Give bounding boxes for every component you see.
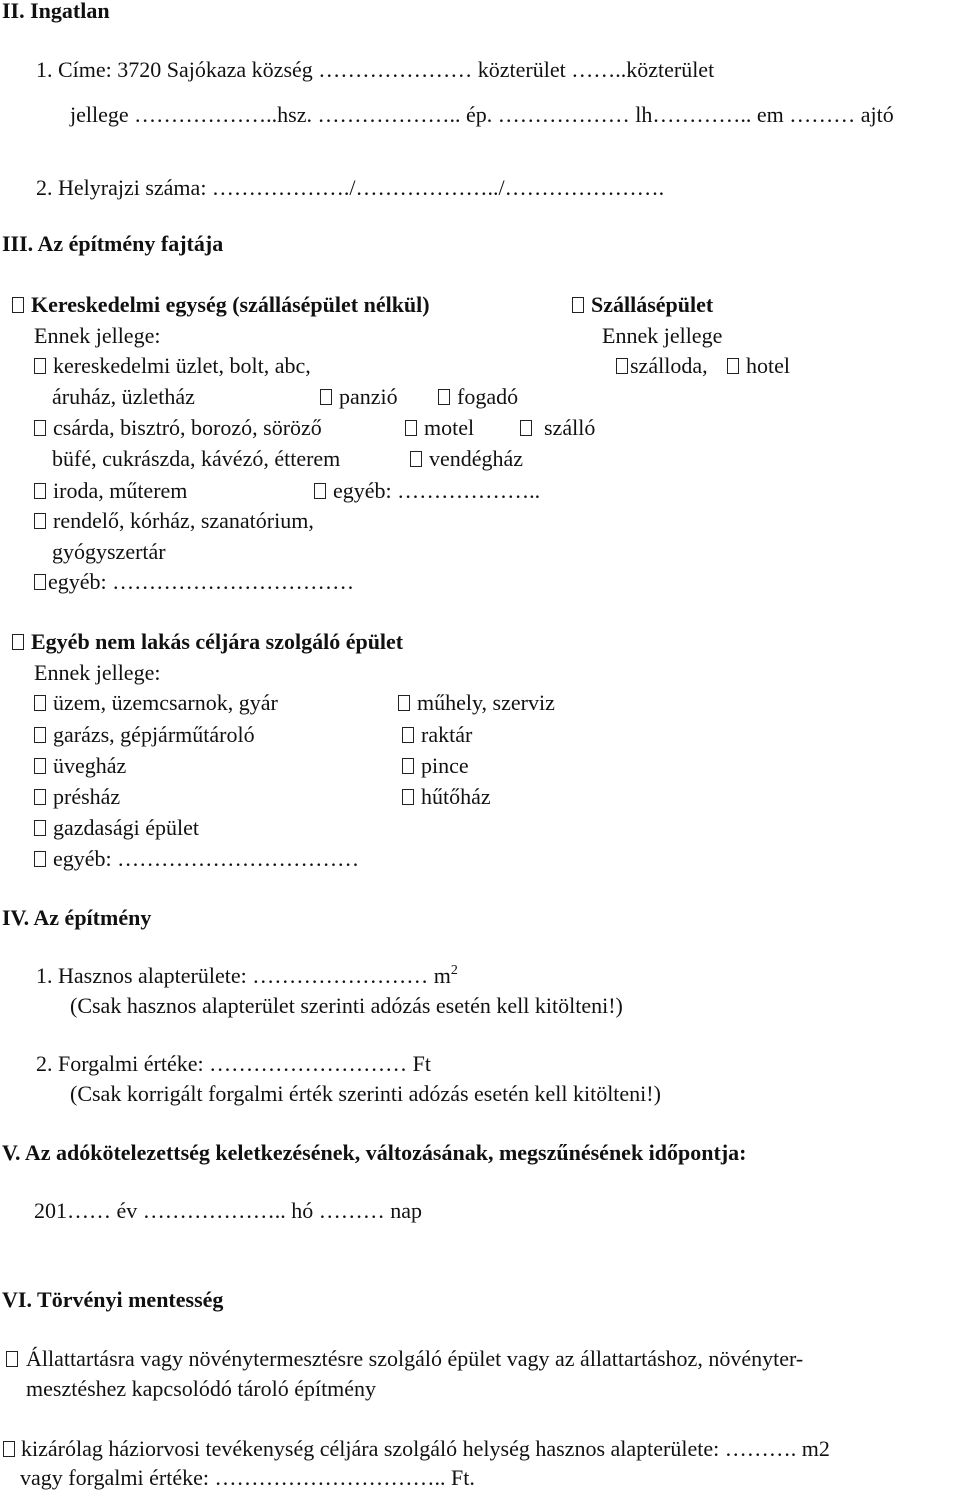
office-option[interactable]: iroda, műterem [34, 480, 187, 502]
checkbox-icon[interactable] [320, 389, 332, 405]
checkbox-icon[interactable] [34, 820, 46, 836]
animal-exemption-cont: mesztéshez kapcsolódó tároló építmény [26, 1376, 377, 1401]
checkbox-icon[interactable] [34, 513, 46, 529]
shop-option-cont: áruház, üzletház [52, 384, 195, 409]
parcel-number-line: 2. Helyrajzi száma: ………………./………………../…………………. [36, 175, 665, 200]
nonresidential-nature-label: Ennek jellege: [34, 660, 161, 685]
gp-exemption-option[interactable]: kizárólag háziorvosi tevékenység céljára szolgáló helység hasznos alapterülete: ………. m2 [3, 1438, 830, 1460]
panzio-option[interactable]: panzió [320, 386, 398, 408]
checkbox-icon[interactable] [405, 420, 417, 436]
checkbox-icon[interactable] [34, 695, 46, 711]
checkbox-icon[interactable] [34, 851, 46, 867]
clinic-option-cont: gyógyszertár [52, 539, 166, 564]
lodging-building-option[interactable]: Szállásépület [572, 294, 713, 316]
usable-area-line: 1. Hasznos alapterülete: …………………… $m^2$ [36, 963, 458, 988]
gp-exemption-cont: vagy forgalmi értéke: ………………………….. Ft. [20, 1465, 475, 1490]
checkbox-icon[interactable] [34, 574, 46, 590]
address-line-2: jellege ………………..hsz. ……………….. ép. ……………… lh………….. em ……… ajtó [70, 102, 894, 127]
fogado-option[interactable]: fogadó [438, 386, 518, 408]
commercial-unit-option[interactable]: Kereskedelmi egység (szállásépület nélkül) [12, 294, 430, 316]
checkbox-icon[interactable] [6, 1351, 18, 1367]
hotel-szalloda-option[interactable]: szálloda, [616, 355, 708, 377]
clinic-option[interactable]: rendelő, kórház, szanatórium, [34, 510, 314, 532]
checkbox-icon[interactable] [34, 727, 46, 743]
section-title-building: IV. Az építmény [2, 905, 152, 930]
checkbox-icon[interactable] [12, 634, 24, 650]
checkbox-icon[interactable] [402, 789, 414, 805]
checkbox-icon[interactable] [314, 483, 326, 499]
section-title-property: II. Ingatlan [2, 0, 110, 23]
shop-option[interactable]: kereskedelmi üzlet, bolt, abc, [34, 355, 311, 377]
checkbox-icon[interactable] [34, 420, 46, 436]
animal-exemption-option[interactable]: Állattartásra vagy növénytermesztésre szolgáló épület vagy az állattartáshoz, növényter- [6, 1348, 803, 1370]
coldstore-option[interactable]: hűtőház [402, 786, 491, 808]
garage-option[interactable]: garázs, gépjárműtároló [34, 724, 255, 746]
checkbox-icon[interactable] [3, 1441, 15, 1457]
csarda-option[interactable]: csárda, bisztró, borozó, söröző [34, 417, 322, 439]
plant-option[interactable]: üzem, üzemcsarnok, gyár [34, 692, 278, 714]
workshop-option[interactable]: műhely, szerviz [398, 692, 555, 714]
checkbox-icon[interactable] [438, 389, 450, 405]
checkbox-icon[interactable] [402, 727, 414, 743]
checkbox-icon[interactable] [12, 297, 24, 313]
area-unit-superscript: 2 [450, 963, 458, 978]
cellar-option[interactable]: pince [402, 755, 469, 777]
checkbox-icon[interactable] [572, 297, 584, 313]
section-title-exemption: VI. Törvényi mentesség [2, 1287, 224, 1312]
farm-building-option[interactable]: gazdasági épület [34, 817, 199, 839]
tax-date-line: 201…… év ……………….. hó ……… nap [34, 1198, 423, 1223]
motel-option[interactable]: motel [405, 417, 474, 439]
checkbox-icon[interactable] [34, 483, 46, 499]
vendeghaz-option[interactable]: vendégház [410, 448, 523, 470]
section-title-tax-date: V. Az adókötelezettség keletkezésének, változásának, megszűnésének időpontja: [2, 1140, 747, 1165]
szallo-option[interactable]: szálló [520, 417, 595, 439]
checkbox-icon[interactable] [34, 758, 46, 774]
checkbox-icon[interactable] [616, 358, 628, 374]
other-nonresidential-option[interactable]: Egyéb nem lakás céljára szolgáló épület [12, 631, 403, 653]
warehouse-option[interactable]: raktár [402, 724, 472, 746]
checkbox-icon[interactable] [34, 358, 46, 374]
nonresidential-other-option[interactable]: egyéb: …………………………… [34, 848, 359, 870]
checkbox-icon[interactable] [402, 758, 414, 774]
commercial-nature-label: Ennek jellege: [34, 323, 161, 348]
greenhouse-option[interactable]: üvegház [34, 755, 126, 777]
usable-area-note: (Csak hasznos alapterület szerinti adózás esetén kell kitölteni!) [70, 993, 623, 1018]
hotel-option[interactable]: hotel [727, 355, 790, 377]
market-value-line: 2. Forgalmi értéke: ……………………… Ft [36, 1051, 431, 1076]
market-value-note: (Csak korrigált forgalmi érték szerinti adózás esetén kell kitölteni!) [70, 1081, 661, 1106]
checkbox-icon[interactable] [398, 695, 410, 711]
checkbox-icon[interactable] [727, 358, 739, 374]
section-title-building-type: III. Az építmény fajtája [2, 231, 224, 256]
lodging-other-option[interactable]: egyéb: ……………….. [314, 480, 540, 502]
checkbox-icon[interactable] [34, 789, 46, 805]
checkbox-icon[interactable] [410, 451, 422, 467]
checkbox-icon[interactable] [520, 420, 532, 436]
lodging-nature-label: Ennek jellege [602, 323, 723, 348]
address-line-1: 1. Címe: 3720 Sajókaza község ………………… közterület ……..közterület [36, 57, 715, 82]
presshouse-option[interactable]: présház [34, 786, 120, 808]
commercial-other-option[interactable]: egyéb: …………………………… [34, 571, 354, 593]
bufe-option-text: büfé, cukrászda, kávézó, étterem [52, 446, 341, 471]
